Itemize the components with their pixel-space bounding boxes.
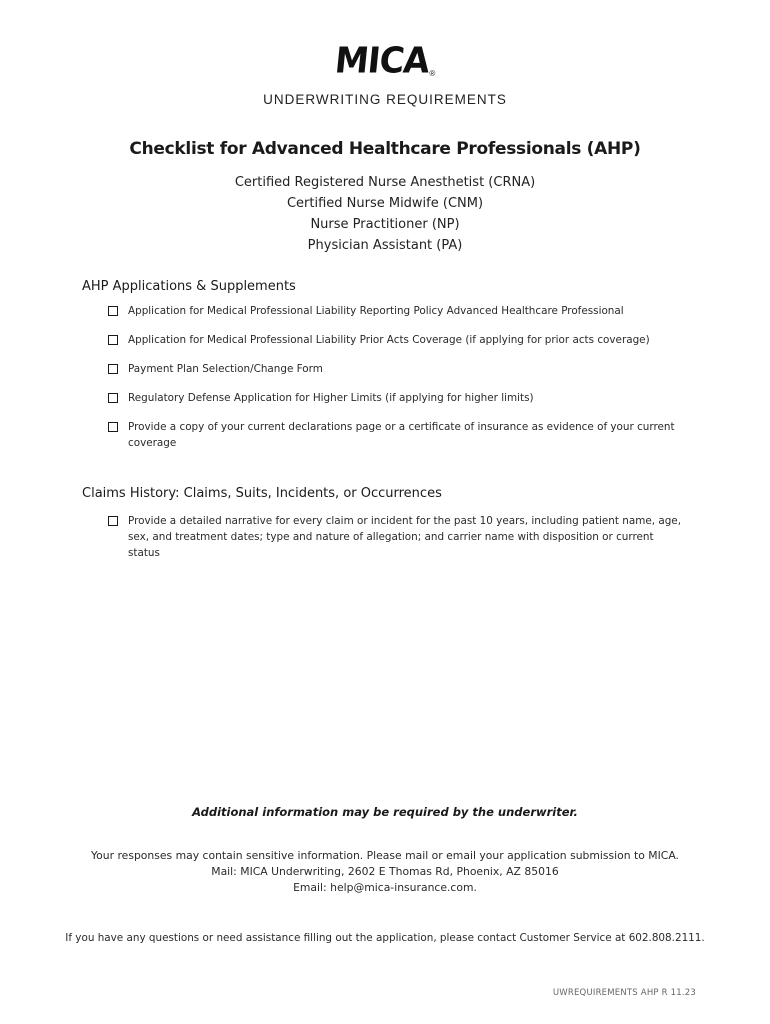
checklist-item: [108, 361, 688, 377]
checklist-item: [108, 332, 688, 348]
checkbox[interactable]: [108, 364, 118, 374]
underwriter-note: Additional information may be required by the underwriter.: [192, 805, 578, 819]
logo-text: MICA: [332, 40, 431, 82]
contact-block: [0, 848, 770, 896]
contact-mail-address: Mail: MICA Underwriting, 2602 E Thomas Rd, Phoenix, AZ 85016: [211, 865, 559, 878]
section-heading-applications: AHP Applications & Supplements: [82, 279, 296, 294]
role-item: Physician Assistant (PA): [307, 238, 463, 253]
checklist-item: [108, 303, 688, 319]
contact-email: Email: help@mica-insurance.com.: [293, 881, 477, 894]
checklist-item: [108, 419, 688, 451]
underwriting-subtitle: UNDERWRITING REQUIREMENTS: [263, 92, 507, 107]
role-item: Nurse Practitioner (NP): [310, 217, 460, 232]
applications-checklist: [108, 303, 688, 464]
role-item: Certified Registered Nurse Anesthetist (CRNA): [234, 175, 536, 190]
form-code: UWREQUIREMENTS AHP R 11.23: [552, 988, 696, 998]
checklist-item-label: Application for Medical Professional Liability Prior Acts Coverage (if applying for prior acts coverage): [128, 334, 650, 346]
checklist-item: [108, 390, 688, 406]
contact-sensitive-info: Your responses may contain sensitive information. Please mail or email your application submission to MICA.: [91, 849, 679, 862]
claims-checklist: [108, 513, 688, 561]
checklist-item-label: Regulatory Defense Application for Higher Limits (if applying for higher limits): [128, 392, 534, 404]
checkbox[interactable]: [108, 393, 118, 403]
checkbox[interactable]: [108, 516, 118, 526]
checkbox[interactable]: [108, 306, 118, 316]
section-heading-claims-history: Claims History: Claims, Suits, Incidents, or Occurrences: [82, 486, 442, 501]
customer-service-note: If you have any questions or need assistance filling out the application, please contact Customer Service at 602.808.2111.: [65, 932, 705, 944]
role-item: Certified Nurse Midwife (CNM): [286, 196, 484, 211]
checkbox[interactable]: [108, 335, 118, 345]
checklist-item-label: Provide a copy of your current declarations page or a certificate of insurance as evidence of your current coverage: [128, 421, 675, 449]
registered-mark: ®: [429, 69, 436, 78]
checklist-item: [108, 513, 688, 561]
roles-list: [0, 172, 770, 256]
mica-logo: [0, 40, 770, 82]
checklist-item-label: Payment Plan Selection/Change Form: [128, 363, 323, 375]
document-title: Checklist for Advanced Healthcare Professionals (AHP): [129, 139, 641, 159]
checkbox[interactable]: [108, 422, 118, 432]
checklist-item-label: Application for Medical Professional Liability Reporting Policy Advanced Healthcare Professional: [128, 305, 624, 317]
checklist-item-label: Provide a detailed narrative for every claim or incident for the past 10 years, including patient name, age, sex, and treatment dates; type and nature of allegation; and carrier name with disposition or current status: [128, 515, 682, 559]
